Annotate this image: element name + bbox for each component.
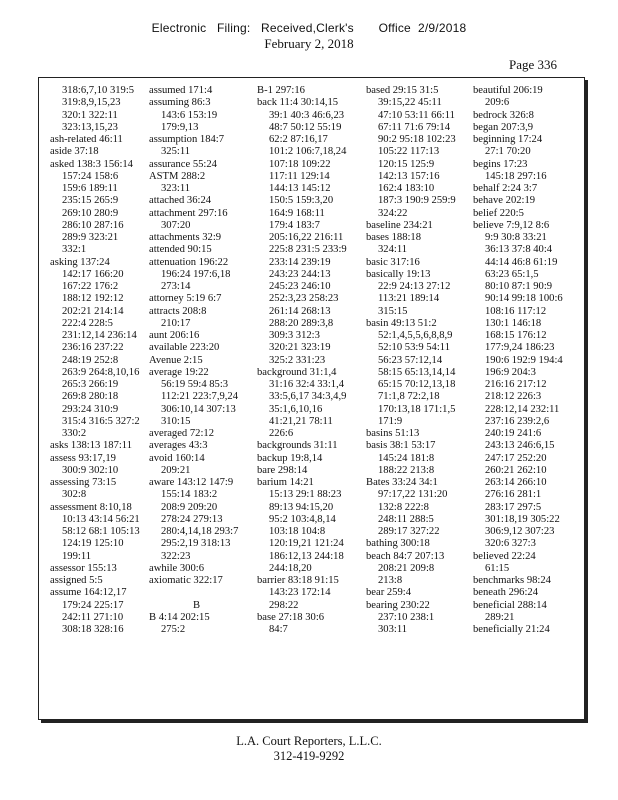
- index-entry-continuation: 283:17 297:5: [485, 501, 542, 513]
- index-entry: background 31:1,4: [257, 366, 337, 378]
- index-entry-continuation: 103:18 104:8: [269, 526, 326, 537]
- index-entry-continuation: 120:15 125:9: [378, 158, 435, 170]
- index-entry: Avenue 2:15: [149, 354, 203, 366]
- index-entry-continuation: 188:22 213:8: [378, 464, 435, 476]
- index-entry: basis 38:1 53:17: [366, 440, 436, 452]
- index-entry: available 223:20: [149, 342, 220, 354]
- index-entry-continuation: 298:22: [269, 599, 299, 611]
- index-entry: assumed 171:4: [149, 85, 213, 96]
- index-entry: based 29:15 31:5: [366, 85, 439, 96]
- index-entry-continuation: 309:3 312:3: [269, 330, 320, 341]
- filed-date: February 2, 2018: [264, 36, 354, 51]
- index-entry: average 19:22: [149, 366, 209, 378]
- index-entry: Bates 33:24 34:1: [366, 477, 438, 488]
- index-entry: aware 143:12 147:9: [149, 477, 234, 488]
- index-entry: backup 19:8,14: [257, 452, 323, 464]
- page-number: Page 336: [509, 57, 558, 72]
- index-entry-continuation: 90:14 99:18 100:6: [485, 293, 563, 305]
- index-entry: bathing 300:18: [366, 538, 430, 550]
- index-entry-continuation: 289:21: [485, 611, 515, 623]
- reporter-phone: 312-419-9292: [273, 749, 345, 763]
- index-entry-continuation: 323:13,15,23: [62, 121, 118, 133]
- index-entry: beneficial 288:14: [473, 599, 547, 611]
- index-entry-continuation: 177:9,24 186:23: [485, 342, 555, 354]
- index-entry-continuation: 10:13 43:14 56:21: [62, 513, 140, 525]
- index-entry-continuation: 142:13 157:16: [378, 170, 440, 182]
- index-entry-continuation: 269:10 280:9: [62, 207, 119, 219]
- index-entry-continuation: 243:23 244:13: [269, 268, 331, 280]
- index-entry-continuation: 143:23 172:14: [269, 587, 331, 599]
- index-entry-continuation: 124:19 125:10: [62, 538, 124, 550]
- index-entry-continuation: 67:11 71:6 79:14: [378, 121, 450, 133]
- index-entry: bedrock 326:8: [473, 109, 534, 121]
- index-entry: begins 17:23: [473, 158, 528, 170]
- index-entry: assuming 86:3: [149, 97, 211, 109]
- index-entry: attended 90:15: [149, 244, 212, 256]
- index-entry-continuation: 41:21,21 78:11: [269, 415, 333, 427]
- index-entry: aunt 206:16: [149, 330, 200, 341]
- index-entry-continuation: 186:12,13 244:18: [269, 550, 344, 562]
- index-entry-continuation: 190:6 192:9 194:4: [485, 354, 563, 366]
- index-column-2: [149, 85, 244, 636]
- index-entry: bear 259:4: [366, 587, 412, 599]
- filing-word-3: Received,Clerk's: [261, 21, 354, 35]
- index-entry-continuation: 235:15 265:9: [62, 195, 119, 207]
- index-entry-continuation: 15:13 29:1 88:23: [269, 489, 342, 501]
- index-entry-continuation: 325:2 331:23: [269, 354, 326, 366]
- index-entry-continuation: 35:1,6,10,16: [269, 403, 323, 415]
- index-entry-continuation: 56:23 57:12,14: [378, 354, 443, 366]
- index-entry-continuation: 108:16 117:12: [485, 305, 547, 317]
- index-entry-continuation: 213:8: [378, 575, 403, 586]
- index-entry: assumption 184:7: [149, 134, 225, 145]
- index-entry-continuation: 162:4 183:10: [378, 183, 435, 194]
- index-entry: believed 22:24: [473, 550, 536, 562]
- index-entry-continuation: 97:17,22 131:20: [378, 489, 448, 501]
- index-entry: beginning 17:24: [473, 134, 543, 145]
- index-entry-continuation: 95:2 103:4,8,14: [269, 513, 336, 525]
- index-entry-continuation: 231:12,14 236:14: [62, 330, 137, 341]
- index-entry-continuation: 130:1 146:18: [485, 317, 542, 329]
- index-entry-continuation: 247:17 252:20: [485, 452, 547, 464]
- index-entry-continuation: 209:6: [485, 97, 510, 109]
- index-entry: asks 138:13 187:11: [50, 440, 133, 452]
- index-entry-continuation: 306:10,14 307:13: [161, 403, 236, 415]
- index-entry-continuation: 244:18,20: [269, 562, 312, 574]
- index-entry-continuation: 145:18 297:16: [485, 170, 547, 182]
- index-column-4: [366, 85, 456, 636]
- index-entry-continuation: 286:10 287:16: [62, 219, 124, 231]
- index-entry-continuation: 308:18 328:16: [62, 624, 124, 635]
- index-entry-continuation: 228:12,14 232:11: [485, 403, 560, 415]
- index-entry-continuation: 210:17: [161, 317, 191, 329]
- index-entry-continuation: 44:14 46:8 61:19: [485, 256, 558, 268]
- index-entry-continuation: 242:11 271:10: [62, 611, 124, 623]
- index-entry-continuation: 199:11: [62, 550, 92, 562]
- index-entry: baseline 234:21: [366, 219, 433, 231]
- index-entry-continuation: 48:7 50:12 55:19: [269, 121, 342, 133]
- index-entry-continuation: 56:19 59:4 85:3: [161, 379, 229, 390]
- index-entry-continuation: 157:24 158:6: [62, 170, 119, 182]
- index-entry-continuation: 330:2: [62, 428, 87, 439]
- index-entry-continuation: 320:21 323:19: [269, 342, 331, 354]
- index-entry-continuation: 318:6,7,10 319:5: [62, 85, 135, 96]
- index-entry-continuation: 233:14 239:19: [269, 256, 331, 268]
- index-entry-continuation: 248:11 288:5: [378, 513, 434, 525]
- index-column-1: [50, 85, 140, 636]
- index-entry: basically 19:13: [366, 268, 431, 280]
- index-entry: averages 43:3: [149, 440, 208, 452]
- index-entry-continuation: 324:22: [378, 207, 408, 219]
- index-entry-continuation: 315:4 316:5 327:2: [62, 415, 140, 427]
- index-entry-continuation: 170:13,18 171:1,5: [378, 403, 456, 415]
- index-entry-continuation: 273:14: [161, 281, 191, 292]
- index-entry-continuation: 205:16,22 216:11: [269, 232, 344, 243]
- index-entry-continuation: 47:10 53:11 66:11: [378, 109, 455, 121]
- index-entry: assessor 155:13: [50, 562, 117, 574]
- index-entry-continuation: 209:21: [161, 464, 191, 476]
- index-entry-continuation: 243:13 246:6,15: [485, 440, 555, 452]
- index-entry: assume 164:12,17: [50, 587, 127, 599]
- index-entry: attenuation 196:22: [149, 256, 229, 268]
- index-entry-continuation: 260:21 262:10: [485, 464, 547, 476]
- index-entry: base 27:18 30:6: [257, 611, 325, 623]
- index-entry-continuation: 188:12 192:12: [62, 293, 124, 305]
- index-entry-continuation: 208:21 209:8: [378, 562, 435, 574]
- index-entry: awhile 300:6: [149, 562, 205, 574]
- index-entry-continuation: 289:9 323:21: [62, 232, 119, 243]
- index-entry: attracts 208:8: [149, 305, 207, 317]
- filing-word-5: 2/9/2018: [418, 21, 467, 35]
- index-entry-continuation: 310:15: [161, 415, 191, 427]
- index-entry: belief 220:5: [473, 207, 524, 219]
- index-entry-continuation: 58:12 68:1 105:13: [62, 526, 140, 537]
- index-entry-continuation: 248:19 252:8: [62, 354, 119, 366]
- index-entry-continuation: 159:6 189:11: [62, 183, 118, 194]
- index-entry: ash-related 46:11: [50, 134, 123, 145]
- index-entry-continuation: 84:7: [269, 624, 288, 635]
- index-entry-continuation: 179:4 183:7: [269, 219, 320, 231]
- index-entry: assessing 73:15: [50, 477, 117, 488]
- index-entry-continuation: 39:15,22 45:11: [378, 97, 442, 109]
- index-entry-continuation: 61:15: [485, 562, 510, 574]
- index-entry-continuation: 168:15 176:12: [485, 330, 547, 341]
- index-entry: behave 202:19: [473, 195, 536, 207]
- index-entry: bearing 230:22: [366, 599, 430, 611]
- index-entry-continuation: 295:2,19 318:13: [161, 538, 231, 550]
- index-entry: assessment 8:10,18: [50, 501, 132, 513]
- index-entry-continuation: 164:9 168:11: [269, 207, 325, 219]
- index-entry: benchmarks 98:24: [473, 575, 551, 586]
- index-entry-continuation: 322:23: [161, 550, 191, 562]
- index-entry-continuation: 105:22 117:13: [378, 146, 440, 158]
- index-entry-continuation: 320:6 327:3: [485, 538, 536, 550]
- index-column-3: [257, 85, 347, 636]
- index-entry: [149, 587, 244, 599]
- index-entry: assurance 55:24: [149, 158, 217, 170]
- filing-word-4: Office: [378, 21, 411, 35]
- index-entry-continuation: 226:6: [269, 428, 294, 439]
- index-entry-continuation: 196:24 197:6,18: [161, 268, 231, 280]
- index-entry-continuation: 143:6 153:19: [161, 109, 218, 121]
- index-entry-continuation: 52:10 53:9 54:11: [378, 342, 450, 354]
- index-entry-continuation: 52:1,4,5,5,6,8,8,9: [378, 330, 453, 341]
- index-entry: basin 49:13 51:2: [366, 317, 437, 329]
- index-entry: avoid 160:14: [149, 452, 205, 464]
- index-entry-continuation: 236:16 237:22: [62, 342, 124, 354]
- index-entry-continuation: 301:18,19 305:22: [485, 513, 560, 525]
- index-entry: believe 7:9,12 8:6: [473, 219, 550, 231]
- index-entry-continuation: 150:5 159:3,20: [269, 195, 334, 207]
- index-entry-continuation: 261:14 268:13: [269, 305, 331, 317]
- index-entry-continuation: 269:8 280:18: [62, 391, 119, 403]
- index-entry-continuation: 62:2 87:16,17: [269, 134, 328, 145]
- index-entry-continuation: 71:1,8 72:2,18: [378, 391, 440, 403]
- index-entry: beautiful 206:19: [473, 85, 543, 96]
- index-box: [38, 77, 585, 720]
- index-entry-continuation: 145:24 181:8: [378, 452, 435, 464]
- index-entry-continuation: 63:23 65:1,5: [485, 268, 539, 280]
- index-entry-continuation: 245:23 246:10: [269, 281, 331, 292]
- index-entry: assigned 5:5: [50, 575, 103, 586]
- index-entry-continuation: 101:2 106:7,18,24: [269, 146, 347, 158]
- index-letter-heading: B: [192, 599, 201, 611]
- index-entry-continuation: 144:13 145:12: [269, 183, 331, 194]
- index-entry-continuation: 319:8,9,15,23: [62, 97, 121, 109]
- index-entry: began 207:3,9: [473, 121, 534, 133]
- index-entry-continuation: 27:1 70:20: [485, 146, 531, 158]
- index-entry-continuation: 293:24 310:9: [62, 403, 119, 415]
- index-entry-continuation: 332:1: [62, 244, 87, 256]
- index-entry: attorney 5:19 6:7: [149, 293, 222, 305]
- index-entry: ASTM 288:2: [149, 170, 206, 182]
- index-entry-continuation: 275:2: [161, 624, 186, 635]
- index-entry: attachments 32:9: [149, 232, 222, 243]
- index-entry-continuation: 117:11 129:14: [269, 170, 330, 182]
- index-entry-continuation: 132:8 222:8: [378, 501, 429, 513]
- index-entry-continuation: 263:14 266:10: [485, 477, 547, 488]
- index-entry: B-1 297:16: [257, 85, 305, 96]
- index-entry-continuation: 80:10 87:1 90:9: [485, 281, 553, 292]
- index-entry: beneficially 21:24: [473, 624, 550, 635]
- index-entry: beneath 296:24: [473, 587, 539, 599]
- index-entry: bases 188:18: [366, 232, 422, 243]
- index-entry: aside 37:18: [50, 146, 99, 158]
- index-entry: bare 298:14: [257, 464, 308, 476]
- index-entry: behalf 2:24 3:7: [473, 183, 538, 194]
- filing-word-2: Filing:: [216, 21, 251, 35]
- index-entry-continuation: 196:9 204:3: [485, 366, 536, 378]
- index-entry-continuation: 171:9: [378, 415, 403, 427]
- index-entry: back 11:4 30:14,15: [257, 97, 339, 109]
- index-entry-continuation: 278:24 279:13: [161, 513, 223, 525]
- index-entry-continuation: 36:13 37:8 40:4: [485, 244, 553, 256]
- index-entry-continuation: 167:22 176:2: [62, 281, 119, 292]
- index-entry-continuation: 323:11: [161, 183, 191, 194]
- index-entry-continuation: 155:14 183:2: [161, 489, 218, 501]
- index-entry: B 4:14 202:15: [149, 611, 210, 623]
- index-entry-continuation: 240:19 241:6: [485, 428, 542, 439]
- index-entry-continuation: 179:9,13: [161, 121, 199, 133]
- index-entry-continuation: 225:8 231:5 233:9: [269, 244, 347, 256]
- index-entry-continuation: 58:15 65:13,14,14: [378, 366, 456, 378]
- index-entry-continuation: 300:9 302:10: [62, 464, 119, 476]
- index-entry: basins 51:13: [366, 428, 420, 439]
- index-entry-continuation: 324:11: [378, 244, 408, 256]
- index-entry-continuation: 237:16 239:2,6: [485, 415, 550, 427]
- filing-stamp: [0, 21, 618, 35]
- index-entry: basic 317:16: [366, 256, 420, 268]
- reporter-company: L.A. Court Reporters, L.L.C.: [236, 734, 382, 748]
- index-entry-continuation: 303:11: [378, 624, 408, 635]
- index-entry-continuation: 315:15: [378, 305, 408, 317]
- index-entry: asked 138:3 156:14: [50, 158, 133, 170]
- index-entry: beach 84:7 207:13: [366, 550, 445, 562]
- index-entry-continuation: 302:8: [62, 489, 87, 501]
- index-entry-continuation: 142:17 166:20: [62, 268, 124, 280]
- index-entry-continuation: 280:4,14,18 293:7: [161, 526, 239, 537]
- index-entry-continuation: 202:21 214:14: [62, 305, 124, 317]
- index-entry-continuation: 216:16 217:12: [485, 379, 547, 390]
- index-column-5: [473, 85, 563, 636]
- index-entry-continuation: 289:17 327:22: [378, 526, 440, 537]
- index-entry: assess 93:17,19: [50, 452, 116, 464]
- index-entry-continuation: 252:3,23 258:23: [269, 293, 339, 305]
- index-entry-continuation: 307:20: [161, 219, 191, 231]
- filing-word-1: Electronic: [151, 21, 207, 35]
- index-entry-continuation: 90:2 95:18 102:23: [378, 134, 456, 145]
- index-entry-continuation: 89:13 94:15,20: [269, 501, 334, 513]
- index-entry-continuation: 218:12 226:3: [485, 391, 542, 403]
- index-entry-continuation: 288:20 289:3,8: [269, 317, 334, 329]
- index-entry-continuation: 31:16 32:4 33:1,4: [269, 379, 345, 390]
- index-entry-continuation: 9:9 30:8 33:21: [485, 232, 547, 243]
- index-entry-continuation: 265:3 266:19: [62, 379, 119, 390]
- index-entry: attached 36:24: [149, 195, 212, 207]
- index-entry-continuation: 113:21 189:14: [378, 293, 440, 305]
- index-entry: averaged 72:12: [149, 428, 215, 439]
- index-entry-continuation: 22:9 24:13 27:12: [378, 281, 451, 292]
- index-entry-continuation: 39:1 40:3 46:6,23: [269, 109, 345, 121]
- index-entry: attachment 297:16: [149, 207, 228, 219]
- index-entry-continuation: 222:4 228:5: [62, 317, 113, 329]
- index-entry-continuation: 325:11: [161, 146, 191, 158]
- index-entry-continuation: 263:9 264:8,10,16: [62, 366, 140, 378]
- index-entry: asking 137:24: [50, 256, 110, 268]
- index-entry: barium 14:21: [257, 477, 314, 488]
- index-entry-continuation: 179:24 225:17: [62, 599, 124, 611]
- index-entry-continuation: 107:18 109:22: [269, 158, 331, 170]
- index-entry: barrier 83:18 91:15: [257, 575, 339, 586]
- index-entry-continuation: 120:19,21 121:24: [269, 538, 344, 550]
- index-entry-continuation: 187:3 190:9 259:9: [378, 195, 456, 207]
- index-entry-continuation: 276:16 281:1: [485, 489, 542, 501]
- index-entry-continuation: 306:9,12 307:23: [485, 526, 555, 537]
- index-entry: backgrounds 31:11: [257, 440, 338, 452]
- index-entry-continuation: 112:21 223:7,9,24: [161, 391, 239, 403]
- index-entry-continuation: 208:9 209:20: [161, 501, 218, 513]
- index-entry-continuation: 320:1 322:11: [62, 109, 118, 121]
- index-entry-continuation: 237:10 238:1: [378, 611, 435, 623]
- index-entry: axiomatic 322:17: [149, 575, 223, 586]
- index-entry-continuation: 65:15 70:12,13,18: [378, 379, 456, 390]
- index-entry-continuation: 33:5,6,17 34:3,4,9: [269, 391, 347, 403]
